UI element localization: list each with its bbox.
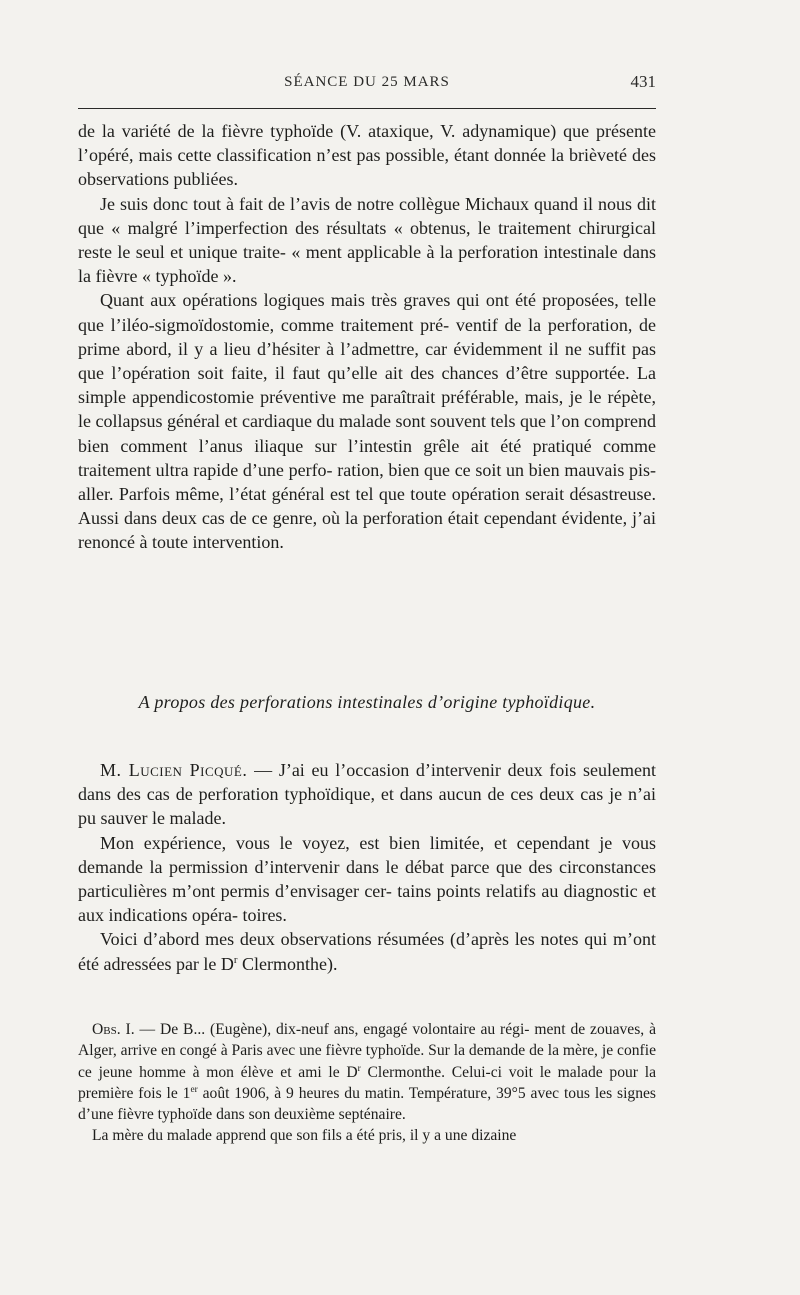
doctor-superscript: r — [233, 953, 238, 966]
speech-paragraph-3 — [78, 927, 656, 975]
observation-text — [78, 1019, 656, 1147]
intro-paragraph-3: Quant aux opérations logiques mais très graves qui ont été proposées, telle que l’iléo-sigmoïdostomie, comme traitement pré- ventif de la perforation, de prime abord, il y a lieu d’hésiter à l’admettre, car évidemment il ne suffit pas que l’opération soit faite, il faut qu’elle ait des chances d’être supportée. La simple appendicostomie préventive me paraîtrait préférable, mais, je le répète, le collapsus général et cardiaque du malade sont souvent tels que l’on comprend bien comment l’anus iliaque sur l’intestin grêle ait été pratiqué comme traitement ultra rapide d’une perfo- ration, bien que ce soit un bien mauvais pis-aller. Parfois même, l’état général est tel que toute opération serait désastreuse. Aussi dans deux cas de ce genre, où la perforation était cependant évidente, j’ai renoncé à toute intervention. — [78, 290, 656, 553]
speech-paragraph-3-before: Voici d’abord mes deux observations résumées (d’après les notes qui m’ont été adressées par le D — [78, 929, 656, 974]
observation-paragraph-1 — [78, 1019, 656, 1125]
page-number: 431 — [630, 72, 656, 91]
running-title: SÉANCE DU 25 MARS — [284, 74, 450, 90]
observation-paragraph-2: La mère du malade apprend que son fils a été pris, il y a une dizaine — [92, 1127, 517, 1145]
observation-text-a: — De B... (Eugène), dix-neuf ans, engagé volontaire au régi- ment de zouaves, à Alger, arrive en congé à Paris avec une fièvre typhoïde. Sur la demande de la mère, je confie ce jeune homme à mon élève et ami le D — [78, 1021, 656, 1081]
observation-text-c: août 1906, à 9 heures du matin. Température, 39°5 avec tous les signes d’une fièvre typhoïde dans son deuxième septénaire. — [78, 1084, 657, 1124]
speech-text — [78, 758, 656, 976]
intro-paragraph-1: de la variété de la fièvre typhoïde (V. ataxique, V. adynamique) que présente l’opéré, mais cette classification n’est pas possible, étant donnée la brièveté des observations publiées. — [78, 121, 656, 190]
speaker-name: M. Lucien Picqué. — [100, 760, 248, 780]
speech-paragraph-2: Mon expérience, vous le voyez, est bien limitée, et cependant je vous demande la permission d’intervenir dans le débat parce que des circonstances particulières m’ont permis d’envisager cer- tains points relatifs au diagnostic et aux indications opéra- toires. — [78, 832, 656, 926]
intro-paragraph-2: Je suis donc tout à fait de l’avis de notre collègue Michaux quand il nous dit que « malgré l’imperfection des résultats « obtenus, le traitement chirurgical reste le seul et unique traite- « ment applicable à la perforation intestinale dans la fièvre « typhoïde ». — [78, 193, 656, 287]
page-header — [78, 72, 656, 96]
doctor-superscript-2: r — [357, 1063, 361, 1074]
speech-paragraph-1-text: — J’ai eu l’occasion d’intervenir deux fois seulement dans des cas de perforation typhoïdique, et dans aucun de ces deux cas je n’ai pu sauver le malade. — [78, 760, 656, 829]
section-title: A propos des perforations intestinales d’origine typhoïdique. — [138, 692, 596, 712]
intro-text — [78, 119, 656, 555]
header-rule — [78, 108, 656, 109]
ordinal-superscript: er — [190, 1084, 198, 1095]
speech-paragraph-3-after: Clermonthe). — [237, 953, 338, 974]
speech-paragraph-1 — [78, 758, 656, 831]
observation-label: Obs. I. — [92, 1021, 135, 1038]
observation-text-b: Clermonthe. Celui-ci voit le malade pour la première fois le 1 — [78, 1063, 656, 1102]
